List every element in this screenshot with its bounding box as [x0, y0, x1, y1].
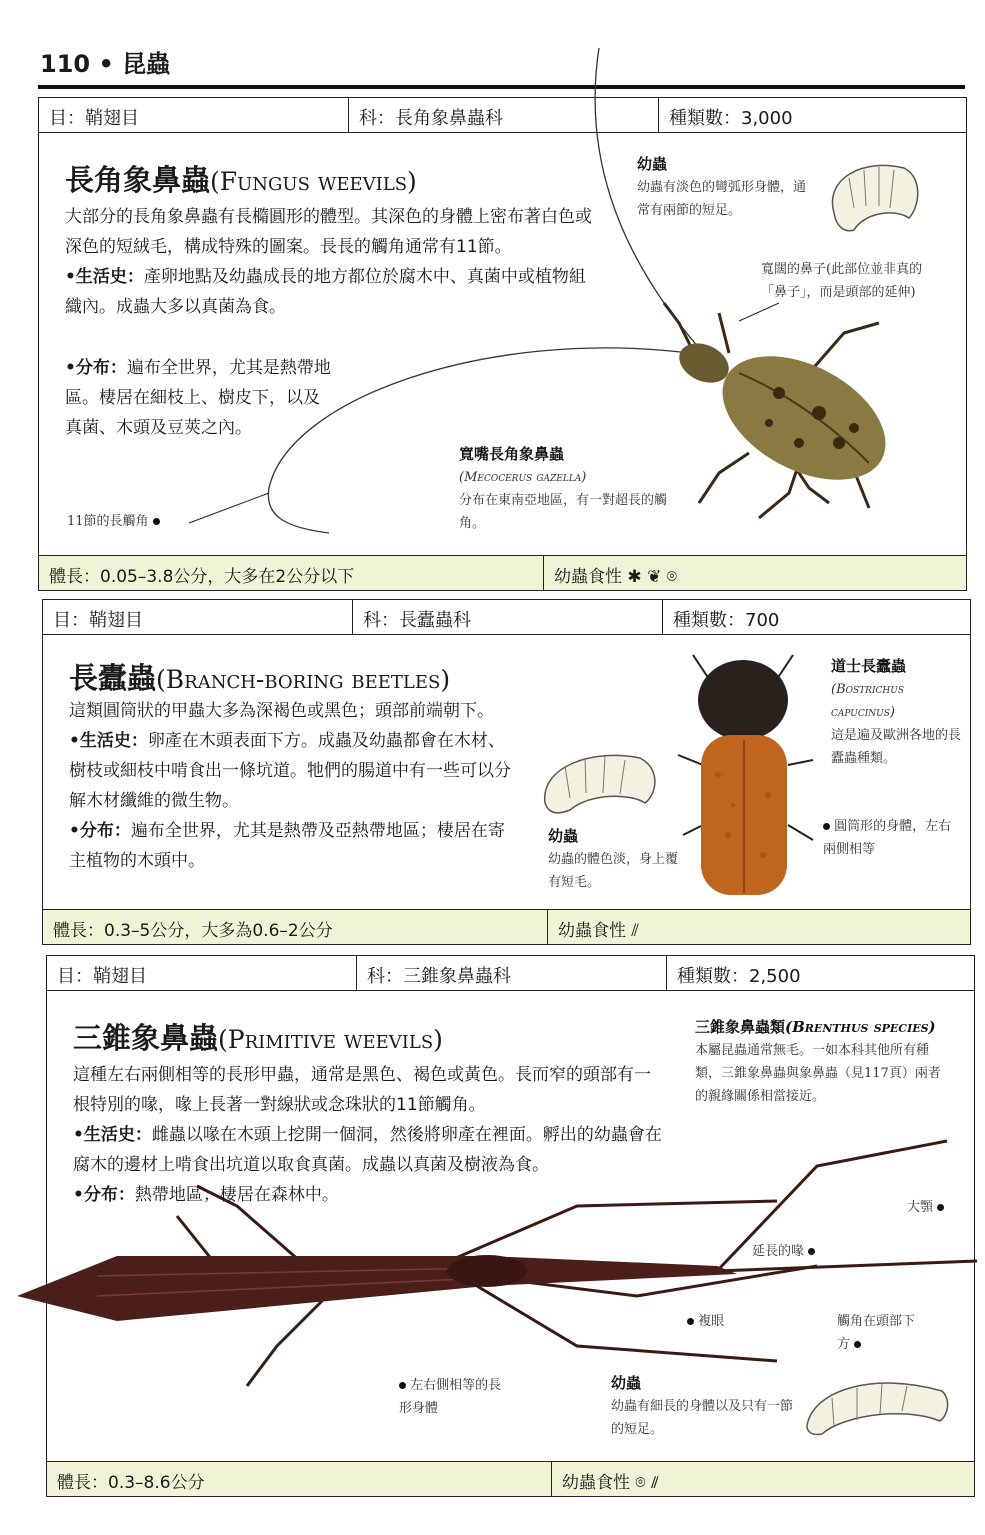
section-fungus-weevils [38, 97, 967, 591]
title-en: (Primitive weevils) [218, 1025, 443, 1054]
insect-food-icon: ✱ [627, 567, 642, 587]
life-text: 產卵地點及幼蟲成長的地方都位於腐木中、真菌中或植物組織內。成蟲大多以真菌為食。 [65, 267, 586, 317]
brenthus-weevil-icon [17, 1146, 977, 1406]
order-label: 目：鞘翅目 [47, 956, 357, 990]
desc-text: 這種左右兩側相等的長形甲蟲，通常是黑色、褐色或黃色。長而窄的頭部有一根特別的喙，喙上長著一對線狀或念珠狀的11節觸角。 [73, 1065, 651, 1115]
section-title [73, 1016, 443, 1057]
leaf-food-icon: ❦ [647, 567, 662, 587]
page-separator: • [98, 50, 114, 78]
species-count: 種類數：3,000 [669, 108, 793, 129]
eye-caption [687, 1310, 724, 1333]
pointer-dot [399, 1382, 406, 1389]
antenna-caption [837, 1310, 917, 1356]
dist-label: •分布： [73, 1185, 135, 1205]
branch-beetle-icon [673, 645, 823, 905]
order-label: 目：鞘翅目 [43, 600, 353, 634]
larva-caption [548, 825, 683, 894]
family-label: 科：長角象鼻蟲科 [349, 98, 659, 132]
species-caption-title-row [695, 1016, 950, 1039]
species-caption-latin: (Mecocerus gazella) [459, 470, 587, 485]
title-zh: 三錐象鼻蟲 [73, 1021, 219, 1055]
species-caption [695, 1016, 950, 1108]
fungus-weevil-icon [659, 313, 899, 523]
larva-food-label: 幼蟲食性 [554, 567, 622, 587]
larva-icon [802, 1376, 952, 1436]
larva-food [544, 556, 966, 590]
snout-caption [761, 258, 926, 304]
desc-text: 這類圓筒狀的甲蟲大多為深褐色或黑色；頭部前端朝下。 [69, 701, 494, 721]
family-label: 科：長蠹蟲科 [353, 600, 663, 634]
pointer-dot [937, 1204, 944, 1211]
life-label: •生活史： [65, 267, 144, 287]
info-row [47, 956, 974, 991]
section-title [69, 656, 450, 697]
species-caption-text: 這是遍及歐洲各地的長蠹蟲種類。 [831, 728, 962, 766]
life-text: 雌蟲以喙在木頭上挖開一個洞，然後將卵產在裡面。孵出的幼蟲會在腐木的邊材上啃食出坑道以取食真菌。成蟲以真菌及樹液為食。 [73, 1125, 662, 1175]
larva-caption-text: 幼蟲有淡色的彎弧形身體，通常有兩節的短足。 [637, 180, 807, 218]
dist-text: 遍布全世界，尤其是熱帶地區。棲居在細枝上、樹皮下，以及真菌、木頭及豆莢之內。 [65, 358, 331, 438]
antenna-caption [67, 510, 160, 533]
header-rule [38, 85, 965, 89]
larva-caption-text: 幼蟲有細長的身體以及只有一節的短足。 [611, 1399, 794, 1437]
footer-row [39, 555, 966, 590]
pointer-dot [808, 1248, 815, 1255]
larva-food-label: 幼蟲食性 [562, 1473, 630, 1493]
larva-food [548, 910, 970, 944]
larva-food-label: 幼蟲食性 [558, 921, 626, 941]
pointer-dot [153, 518, 160, 525]
section-primitive-weevils [46, 955, 975, 1497]
antenna-caption-text: 11節的長觸角 [67, 514, 149, 529]
dist-label: •分布： [65, 358, 127, 378]
larva-caption-title: 幼蟲 [611, 1374, 642, 1392]
species-count: 種類數：2,500 [677, 966, 801, 987]
species-caption-title: 道士長蠹蟲 [831, 657, 907, 675]
body-length: 體長：0.3–8.6公分 [47, 1462, 552, 1496]
dist-text: 熱帶地區；棲居在森林中。 [134, 1185, 339, 1205]
description [69, 696, 519, 876]
title-zh: 長角象鼻蟲 [65, 163, 211, 197]
wood-food-icon: ⫽ [631, 921, 639, 941]
larva-icon [540, 748, 660, 818]
rostrum-caption [752, 1240, 815, 1263]
pointer-dot [687, 1318, 694, 1325]
antenna-caption-text: 觸角在頭部下方 [837, 1314, 916, 1352]
species-caption-latin: (Bostrichus capucinus) [831, 682, 904, 720]
species-caption-text: 分布在東南亞地區，有一對超長的觸角。 [459, 493, 668, 531]
mandible-caption [907, 1196, 944, 1219]
species-caption-title: 寬嘴長角象鼻蟲 [459, 445, 565, 463]
title-zh: 長蠹蟲 [69, 661, 157, 695]
page-header [40, 44, 170, 79]
desc-text: 大部分的長角象鼻蟲有長橢圓形的體型。其深色的身體上密布著白色或深色的短絨毛，構成特殊的圖案。長長的觸角通常有11節。 [65, 207, 592, 257]
larva-caption-text: 幼蟲的體色淡，身上覆有短毛。 [548, 852, 679, 890]
page-number: 110 [40, 50, 91, 78]
eye-caption-text: 複眼 [698, 1314, 725, 1329]
pointer-dot [823, 823, 830, 830]
footer-row [47, 1461, 974, 1496]
title-en: (Branch-boring beetles) [156, 665, 451, 694]
life-label: •生活史： [69, 731, 148, 751]
order-label: 目：鞘翅目 [39, 98, 349, 132]
life-history [69, 726, 519, 816]
footer-row [43, 909, 970, 944]
body-caption [399, 1374, 514, 1420]
species-caption-latin: (Brenthus species) [785, 1018, 936, 1036]
wood-food-icon: ⫽ [651, 1473, 659, 1493]
info-row [43, 600, 970, 635]
body-caption [823, 815, 963, 861]
title-en: (Fungus weevils) [210, 167, 417, 196]
fungus-food-icon: ⌾ [635, 1473, 646, 1493]
species-caption [831, 655, 966, 770]
pointer-dot [854, 1341, 861, 1348]
larva-caption [611, 1372, 796, 1441]
mandible-caption-text: 大顎 [907, 1200, 934, 1215]
larva-caption-title: 幼蟲 [637, 155, 668, 173]
larva-caption [637, 153, 807, 222]
fungus-food-icon: ⌾ [666, 567, 677, 587]
body-length: 體長：0.3–5公分，大多為0.6–2公分 [43, 910, 548, 944]
larva-caption-title: 幼蟲 [548, 827, 579, 845]
species-caption-title: 三錐象鼻蟲類 [695, 1018, 786, 1036]
species-caption [459, 443, 669, 535]
rostrum-caption-text: 延長的喙 [752, 1244, 805, 1259]
body-caption-text: 左右側相等的長形身體 [399, 1378, 502, 1416]
life-label: •生活史： [73, 1125, 152, 1145]
snout-caption-text: 寬闊的鼻子(此部位並非真的「鼻子」，而是頭部的延伸) [761, 262, 923, 300]
distribution [69, 816, 519, 876]
family-label: 科：三錐象鼻蟲科 [357, 956, 667, 990]
larva-food [552, 1462, 974, 1496]
life-text: 卵產在木頭表面下方。成蟲及幼蟲都會在木材、樹枝或細枝中啃食出一條坑道。牠們的腸道中有一些可以分解木材纖維的微生物。 [69, 731, 511, 811]
section-branch-boring-beetles [42, 599, 971, 945]
body-caption-text: 圓筒形的身體，左右兩側相等 [823, 819, 952, 857]
page-title: 昆蟲 [122, 50, 171, 78]
body-length: 體長：0.05–3.8公分，大多在2公分以下 [39, 556, 544, 590]
species-count: 種類數：700 [673, 610, 780, 631]
dist-label: •分布： [69, 821, 131, 841]
species-caption-text: 本屬昆蟲通常無毛。一如本科其他所有種類，三錐象鼻蟲與象鼻蟲（見117頁）兩者的親緣關係相當接近。 [695, 1043, 941, 1104]
dist-text: 遍布全世界，尤其是熱帶及亞熱帶地區；棲居在寄主植物的木頭中。 [69, 821, 505, 871]
larva-icon [824, 158, 924, 238]
